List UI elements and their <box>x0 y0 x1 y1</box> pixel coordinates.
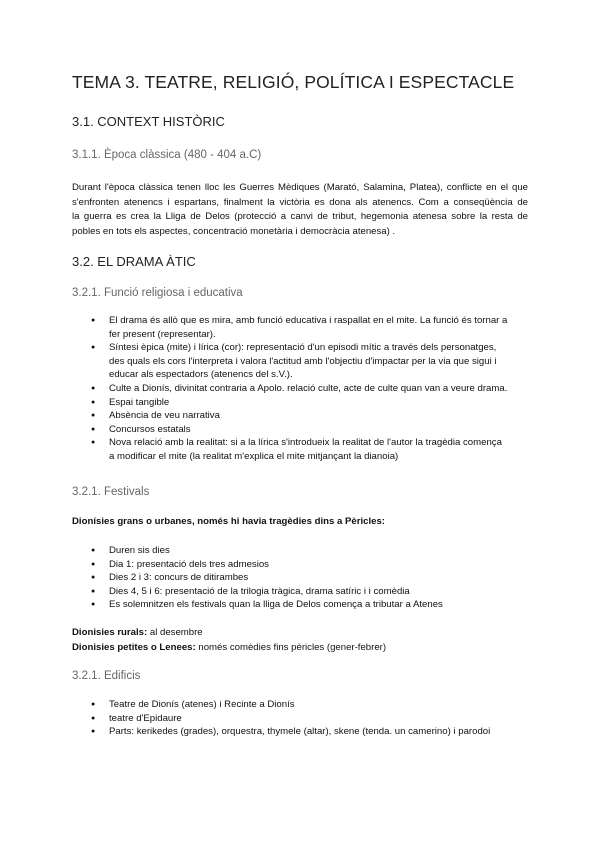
lenaia-label: Dionisies petites o Lenees: <box>72 642 196 653</box>
section-heading-attic-drama: 3.2. EL DRAMA ÀTIC <box>72 254 196 269</box>
rural-dionysia-label: Dionisies rurals: <box>72 627 148 638</box>
list-item: ● Parts: kerikedes (grades), orquestra, thymele (altar), skene (tenda. un camerino) i parodoi <box>91 725 490 739</box>
section-heading-context: 3.1. CONTEXT HISTÒRIC <box>72 114 225 129</box>
list-item: ● Duren sis dies <box>91 544 443 558</box>
list-item: ● teatre d'Epidaure <box>91 712 490 726</box>
list-item: ● Síntesi èpica (mite) i lírica (cor): representació d'un episodi mític a través dels personatges, des quals els cors l'interpreta i valora l'actitud amb l'objectiu d'impactar per la via que sigui i educar als espectadors (atenencs del s.V.). <box>91 341 507 382</box>
list-item: ● Absència de veu narrativa <box>91 409 507 423</box>
list-item: ● Nova relació amb la realitat: si a la lírica s'introdueix la realitat de l'autor la tragèdia comença a modificar el mite (la realitat m'explica el mite mitjançant la dianoia) <box>91 436 507 463</box>
list-item: ● El drama és allò que es mira, amb funció educativa i raspallat en el mite. La funció és tornar a fer present (representar). <box>91 314 507 341</box>
list-item: ● Espai tangible <box>91 396 507 410</box>
rural-dionysia-line <box>72 626 203 641</box>
list-item: ● Culte a Dionís, divinitat contraria a Apolo. relació culte, acte de culte quan van a veure drama. <box>91 382 507 396</box>
lenaia-text: només comèdies fins pèricles (gener-febrer) <box>195 642 387 653</box>
paragraph-line: la guerra es crea la Lliga de Delos (protecció a canvi de tribut, hegemonia atenesa sobre la resta de <box>72 211 528 222</box>
subsection-heading-buildings: 3.2.1. Edificis <box>72 670 141 682</box>
list-item: ● Dies 4, 5 i 6: presentació de la trilogia tràgica, drama satíric i i comèdia <box>91 585 443 599</box>
subsection-heading-religious-function: 3.2.1. Funció religiosa i educativa <box>72 287 243 299</box>
list-religious-function <box>91 314 507 464</box>
document-title: TEMA 3. TEATRE, RELIGIÓ, POLÍTICA I ESPECTACLE <box>72 72 515 92</box>
paragraph-historical-context <box>72 181 528 239</box>
list-festivals <box>91 544 443 612</box>
subsection-heading-festivals: 3.2.1. Festivals <box>72 486 150 498</box>
rural-dionysia-text: al desembre <box>147 627 203 638</box>
subsection-heading-classical-era: 3.1.1. Època clàssica (480 - 404 a.C) <box>72 149 262 161</box>
festivals-intro: Dionísies grans o urbanes, només hi havia tragèdies dins a Pèricles: <box>72 516 385 527</box>
list-item: ● Es solemnitzen els festivals quan la lliga de Delos comença a tributar a Atenes <box>91 598 443 612</box>
paragraph-line: pobles en tots els aspectes, concentració monetària i democràcia atenesa) . <box>72 225 396 237</box>
list-item: ● Dia 1: presentació dels tres admesios <box>91 558 443 572</box>
paragraph-line: s'enfronten atenencs i espartans, finalment la victòria es dona als atenencs. Com a conseqüència de <box>72 196 528 208</box>
lenaia-line <box>72 641 386 656</box>
list-item: ● Dies 2 i 3: concurs de ditirambes <box>91 571 443 585</box>
list-buildings <box>91 698 490 739</box>
list-item: ● Teatre de Dionís (atenes) i Recinte a Dionís <box>91 698 490 712</box>
list-item: ● Concursos estatals <box>91 423 507 437</box>
paragraph-line: Durant l'època clàssica tenen lloc les Guerres Mèdiques (Marató, Salamina, Platea), conflicte en el que <box>72 182 528 193</box>
